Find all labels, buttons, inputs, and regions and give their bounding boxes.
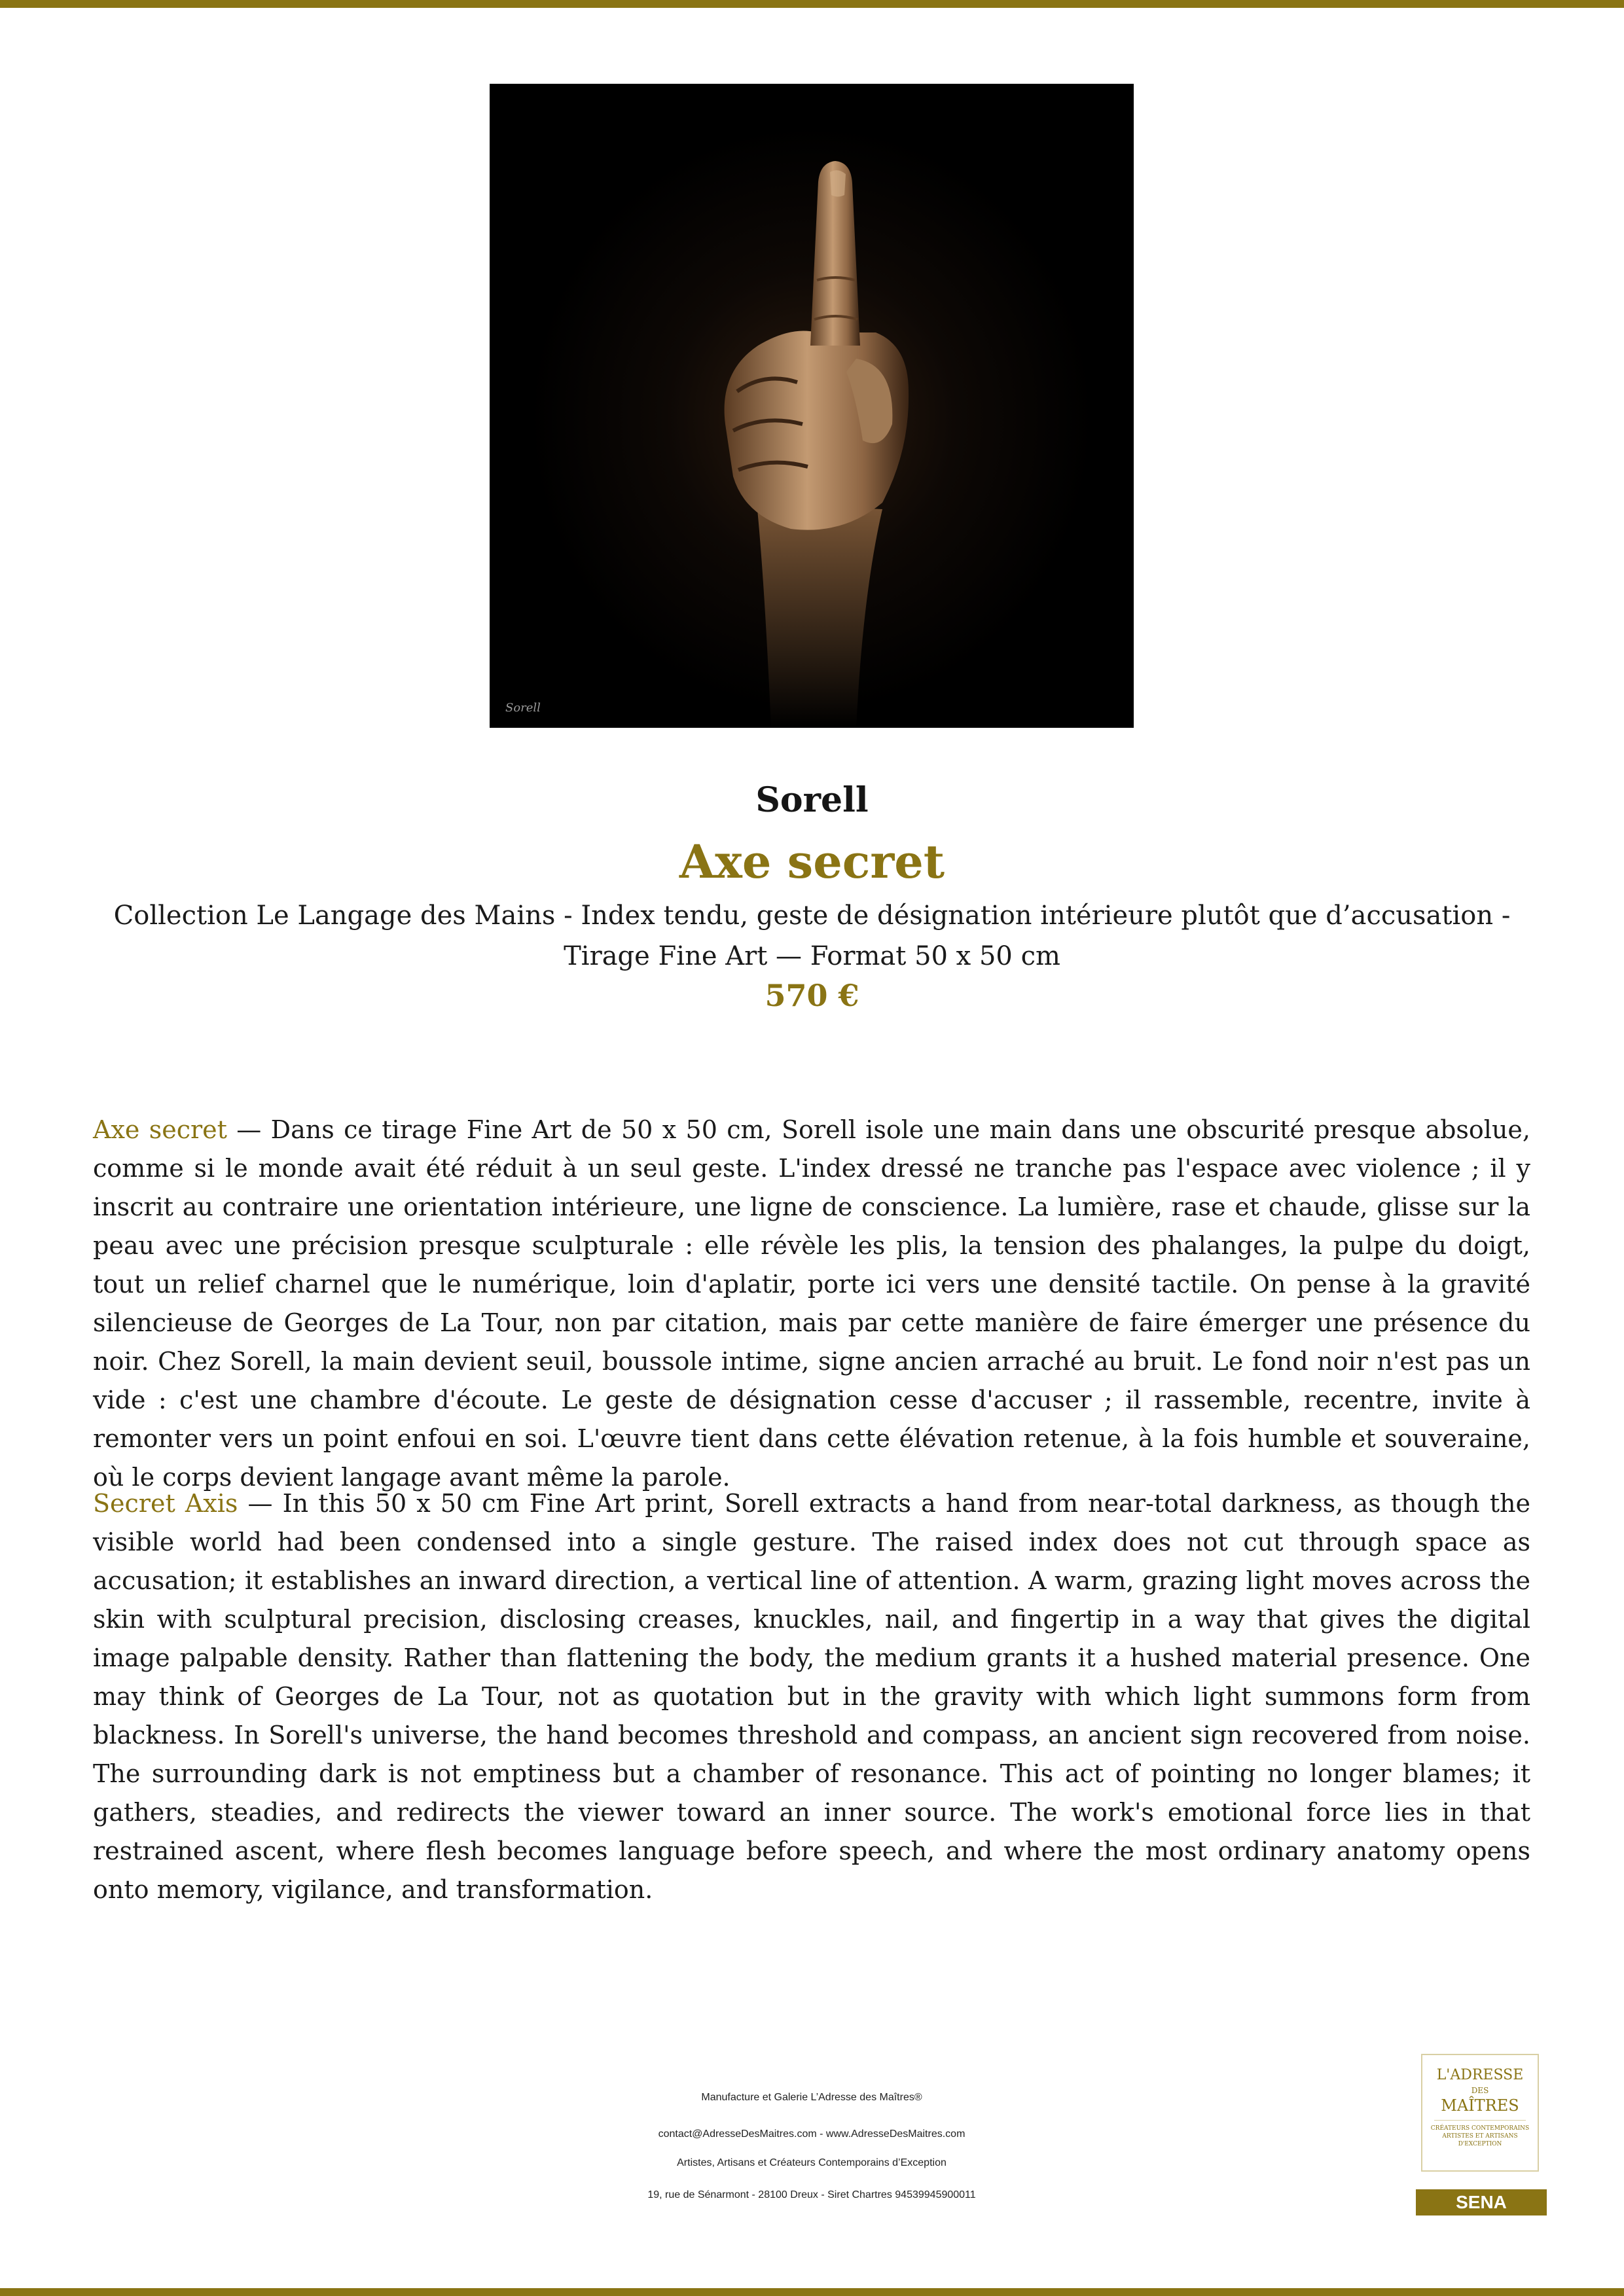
description-english-text: — In this 50 x 50 cm Fine Art print, Sorell extracts a hand from near-total darkness, as though the visible world had been condensed into a single gesture. The raised index does not cut through space as accusation; it establishes an inward direction, a vertical line of attention. A warm, grazing light moves across the skin with sculptural precision, disclosing creases, knuckles, nail, and fingertip in a way that gives the digital image palpable density. Rather than flattening the body, the medium grants it a hushed material presence. One may think of Georges de La Tour, not as quotation but in the gravity with which light summons form from blackness. In Sorell's universe, the hand becomes threshold and compass, an ancient sign recovered from noise. The surrounding dark is not emptiness but a chamber of resonance. This act of pointing no longer blames; it gathers, steadies, and redirects the viewer toward an inner source. The work's emotional force lies in that restrained ascent, where flesh becomes language before speech, and where the most ordinary anatomy opens onto memory, vigilance, and transformation. [93, 1489, 1531, 1904]
artwork-signature: Sorell [505, 701, 541, 715]
raised-index-finger-hand-illustration [490, 84, 1134, 728]
artwork-image [490, 84, 1134, 728]
gallery-logo [1421, 2054, 1539, 2172]
logo-tagline: CRÉATEURS CONTEMPORAINS ARTISTES ET ARTISANS D'EXCEPTION [1430, 2125, 1530, 2147]
artwork-title: Axe secret [679, 834, 945, 889]
description-french-text: — Dans ce tirage Fine Art de 50 x 50 cm, Sorell isole une main dans une obscurité presque absolue, comme si le monde avait été réduit à un seul geste. L'index dressé ne tranche pas l'espace avec violence ; il y inscrit au contraire une orientation intérieure, une ligne de conscience. La lumière, rase et chaude, glisse sur la peau avec une précision presque sculpturale : elle révèle les plis, la tension des phalanges, la pulpe du doigt, tout un relief charnel que le numérique, loin d'aplatir, porte ici vers une densité tactile. On pense à la gravité silencieuse de Georges de La Tour, non par citation, mais par cette manière de faire émerger une présence du noir. Chez Sorell, la main devient seuil, boussole intime, signe ancien arraché au bruit. Le fond noir n'est pas un vide : c'est une chambre d'écoute. Le geste de désignation cesse d'accuser ; il rassemble, recentre, invite à remonter vers un point enfoui en soi. L'œuvre tient dans cette élévation retenue, à la fois humble et souveraine, où le corps devient langage avant même la parole. [93, 1115, 1530, 1492]
description-french [93, 1111, 1530, 1497]
logo-line-1: L'ADRESSE [1436, 2067, 1524, 2083]
description-english [93, 1484, 1530, 1909]
footer-tagline: Artistes, Artisans et Créateurs Contemporains d’Exception [677, 2157, 947, 2168]
artwork-price: 570 € [765, 978, 859, 1013]
sena-badge: SENA [1416, 2189, 1547, 2215]
logo-line-2: DES [1471, 2086, 1489, 2095]
artwork-subtitle: Collection Le Langage des Mains - Index tendu, geste de désignation intérieure plutôt que d’accusation - Tirage Fine Art — Format 50 x 50 cm [113, 901, 1511, 971]
footer-contact: contact@AdresseDesMaitres.com - www.AdresseDesMaitres.com [658, 2128, 965, 2140]
footer-address: 19, rue de Sénarmont - 28100 Dreux - Siret Chartres 94539945900011 [647, 2189, 976, 2200]
description-french-lead: Axe secret [93, 1115, 227, 1144]
logo-line-3: MAÎTRES [1441, 2096, 1519, 2115]
logo-divider [1434, 2120, 1526, 2121]
top-border-bar [0, 0, 1624, 8]
artist-name: Sorell [755, 780, 869, 820]
bottom-border-bar [0, 2288, 1624, 2296]
description-english-lead: Secret Axis [93, 1489, 238, 1518]
footer-gallery-name: Manufacture et Galerie L’Adresse des Maîtres® [701, 2092, 922, 2103]
